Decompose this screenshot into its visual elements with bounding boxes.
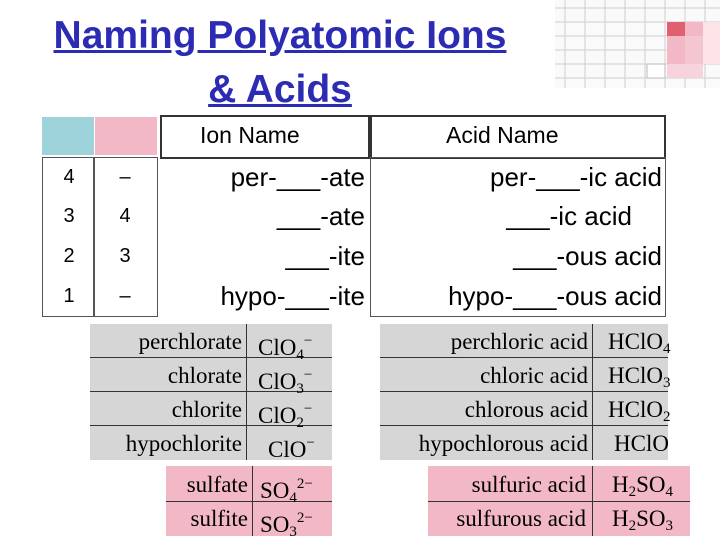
acid-name: sulfuric acid: [471, 472, 586, 497]
ion-name-header: Ion Name: [200, 122, 300, 148]
acid-pattern-hypo-ous: hypo-___-ous acid: [448, 281, 662, 311]
ion-formula: ClO$_2$−: [258, 401, 313, 431]
ion-name: sulfate: [186, 472, 248, 497]
acid-formula: HClO$_4$: [608, 329, 671, 357]
legend-pink-swatch: [95, 117, 157, 155]
ion-name: perchlorate: [138, 329, 242, 354]
column-divider: [252, 466, 253, 536]
ladder-num-1: 2: [63, 245, 75, 267]
acid-name: chloric acid: [480, 363, 588, 388]
acid-name-header: Acid Name: [446, 122, 559, 148]
ion-pattern-ite: ___-ite: [285, 241, 365, 271]
ion-name: sulfite: [190, 506, 248, 531]
ladder-num-1: 4: [63, 166, 75, 188]
ion-name: chlorate: [167, 363, 242, 388]
acid-formula: $H_2SO_4$: [612, 472, 674, 500]
ladder-num-2: –: [119, 166, 131, 188]
ion-formula: ClO−: [268, 435, 315, 462]
page-title-line1: Naming Polyatomic Ions: [53, 14, 507, 57]
acid-formula: $H_2SO_3$: [612, 506, 674, 534]
ladder-num-2: 4: [119, 205, 131, 227]
ion-pattern-hypo-ite: hypo-___-ite: [220, 281, 365, 311]
ion-name: chlorite: [171, 397, 242, 422]
acid-pattern-ous: ___-ous acid: [513, 241, 662, 271]
ion-formula: ClO$_4$−: [258, 333, 313, 363]
acid-pattern-ic: ___-ic acid: [506, 201, 632, 231]
ion-formula: $SO_4^{2-}$: [260, 476, 313, 506]
column-divider: [246, 324, 247, 460]
acid-name: hypochlorous acid: [418, 431, 588, 456]
acid-name: chlorous acid: [464, 397, 588, 422]
ion-name: hypochlorite: [125, 431, 242, 456]
ion-formula: $SO_3^{2-}$: [260, 510, 313, 540]
ion-formula: ClO$_3$−: [258, 367, 313, 397]
acid-formula: HClO$_3$: [608, 363, 671, 391]
acid-pattern-per-ic: per-___-ic acid: [490, 162, 662, 192]
acid-formula: HClO$_2$: [608, 397, 671, 425]
ion-pattern-ate: ___-ate: [276, 201, 365, 231]
legend-cyan-swatch: [42, 117, 94, 155]
acid-name: perchloric acid: [450, 329, 588, 354]
ladder-num-1: 1: [63, 285, 75, 307]
ladder-num-2: 3: [119, 245, 131, 267]
grid-graphic: [555, 0, 720, 88]
column-divider: [592, 324, 593, 460]
page-title-line2: & Acids: [208, 68, 352, 111]
acid-name: sulfurous acid: [456, 506, 586, 531]
column-divider: [592, 466, 593, 536]
acid-formula: HClO: [614, 431, 669, 456]
ladder-num-1: 3: [63, 205, 75, 227]
decorative-grid: [555, 0, 720, 88]
ion-pattern-per-ate: per-___-ate: [230, 162, 365, 192]
ladder-num-2: –: [119, 285, 131, 307]
